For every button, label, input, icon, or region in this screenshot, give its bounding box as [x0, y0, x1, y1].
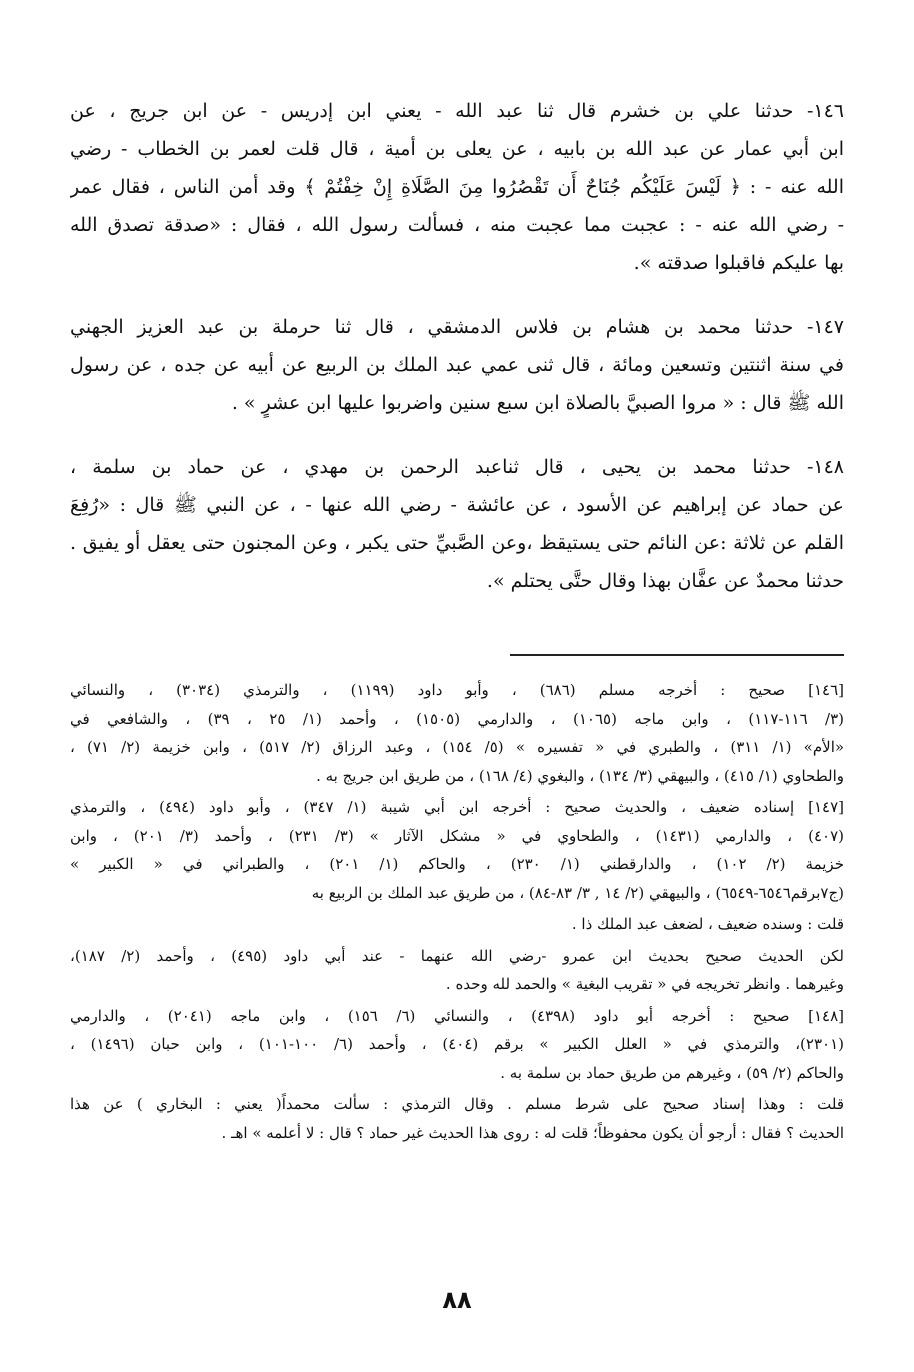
hadith-line: ابن أبي عمار عن عبد الله بن بابيه ، عن يعلى بن أمية ، قال قلت لعمر بن الخطاب - رضي — [70, 138, 844, 160]
footnote-146 — [70, 676, 844, 790]
footnote-line: (٤٠٧) ، والدارمي (١٤٣١) ، والطحاوي في « مشكل الآثار » (٣/ ٢٣١) ، وأحمد (٣/ ٢٠١) ، وابن — [70, 826, 844, 845]
footnote-line: [١٤٨] صحيح : أخرجه أبو داود (٤٣٩٨) ، والنسائي (٦/ ١٥٦) ، وابن ماجه (٢٠٤١) ، والدارمي — [70, 1006, 844, 1025]
hadith-line: عن حماد عن إبراهيم عن الأسود ، عن عائشة - رضي الله عنها - ، عن النبي ﷺ قال : «رُفِعَ — [70, 494, 844, 516]
footnote-line: والحاكم (٢/ ٥٩) ، وغيرهم من طريق حماد بن سلمة به . — [500, 1063, 844, 1082]
footnote-147 — [70, 793, 844, 907]
footnote-148-comment — [70, 1090, 844, 1147]
footnote-line: وغيرهما . وانظر تخريجه في « تقريب البغية » والحمد لله وحده . — [445, 975, 844, 993]
hadith-line: حدثنا محمدٌ عن عفَّان بهذا وقال حتَّى يحتلم ». — [486, 570, 844, 592]
footnotes — [70, 676, 844, 1150]
footnote-148 — [70, 1002, 844, 1088]
footnote-147-supporting — [70, 942, 844, 999]
footnote-line: (٣/ ١١٦-١١٧) ، وابن ماجه (١٠٦٥) ، والدارمي (١٥٠٥) ، وأحمد (١/ ٢٥ ، ٣٩) ، والشافعي في — [70, 709, 844, 728]
footnote-line: خزيمة (٢/ ١٠٢) ، والدارقطني (١/ ٢٣٠) ، والحاكم (١/ ٢٠١) ، والطبراني في « الكبير » — [70, 855, 844, 873]
hadith-line: في سنة اثنتين وتسعين ومائة ، قال ثنى عمي عبد الملك بن الربيع عن أبيه عن جده ، عن رسول — [70, 354, 844, 376]
footnote-divider — [510, 654, 844, 656]
footnote-line: والطحاوي (١/ ٤١٥) ، والبيهقي (٣/ ١٣٤) ، والبغوي (٤/ ١٦٨) ، من طريق ابن جريج به . — [316, 766, 844, 785]
hadith-line: بها عليكم فاقبلوا صدقته ». — [633, 252, 844, 274]
hadith-147 — [70, 308, 844, 422]
hadith-146 — [70, 92, 844, 282]
footnote-line: قلت : وسنده ضعيف ، لضعف عبد الملك ذا . — [571, 915, 844, 933]
hadith-line: ١٤٧- حدثنا محمد بن هشام بن فلاس الدمشقي ، قال ثنا حرملة بن عبد العزيز الجهني — [70, 316, 844, 338]
footnote-line: (ج٧برقم٦٥٤٦-٦٥٤٩) ، والبيهقي (٢/ ١٤ , ٣/ ٨٣-٨٤) ، من طريق عبد الملك بن الربيع به — [311, 883, 844, 902]
hadith-line: الله عنه - : ﴿ لَيْسَ عَلَيْكُم جُنَاحٌ أَن تَقْصُرُوا مِنَ الصَّلَاةِ إِنْ خِفْتُمْ ﴾ وقد أمن الناس ، فقال عمر — [70, 176, 844, 198]
footnote-line: قلت : وهذا إسناد صحيح على شرط مسلم . وقال الترمذي : سألت محمداً( يعني : البخاري ) عن هذا — [70, 1095, 844, 1113]
hadith-line: ١٤٨- حدثنا محمد بن يحيى ، قال ثناعبد الرحمن بن مهدي ، عن حماد بن سلمة ، — [70, 456, 844, 478]
page-number: ٨٨ — [442, 1286, 472, 1314]
footnote-line: [١٤٦] صحيح : أخرجه مسلم (٦٨٦) ، وأبو داود (١١٩٩) ، والترمذي (٣٠٣٤) ، والنسائي — [70, 681, 844, 699]
main-text — [70, 92, 844, 626]
footnote-line: الحديث ؟ فقال : أرجو أن يكون محفوظاً؛ قلت له : روى هذا الحديث غير حماد ؟ قال : لا أعلمه » اهـ . — [221, 1123, 844, 1142]
footnote-line: «الأم» (١/ ٣١١) ، والطبري في « تفسيره » (٥/ ١٥٤) ، وعبد الرزاق (٢/ ٥١٧) ، وابن خزيمة (٢/ ٧١) ، — [70, 738, 844, 756]
footnote-line: [١٤٧] إسناده ضعيف ، والحديث صحيح : أخرجه ابن أبي شيبة (١/ ٣٤٧) ، وأبو داود (٤٩٤) ، والترمذي — [70, 798, 844, 816]
footnote-line: (٢٣٠١)، والترمذي في « العلل الكبير » برقم (٤٠٤) ، وأحمد (٦/ ١٠٠-١٠١) ، وابن حبان (١٤٩٦) ، — [70, 1035, 844, 1053]
hadith-line: الله ﷺ قال : « مروا الصبيَّ بالصلاة ابن سبع سنين واضربوا عليها ابن عشرٍ » . — [231, 392, 844, 414]
hadith-line: ١٤٦- حدثنا علي بن خشرم قال ثنا عبد الله - يعني ابن إدريس - عن ابن جريج ، عن — [70, 100, 844, 122]
hadith-148 — [70, 448, 844, 600]
footnote-147-comment — [70, 910, 844, 939]
hadith-line: - رضي الله عنه - : عجبت مما عجبت منه ، فسألت رسول الله ، فقال : «صدقة تصدق الله — [70, 214, 844, 236]
footnote-line: لكن الحديث صحيح بحديث ابن عمرو -رضي الله عنهما - عند أبي داود (٤٩٥) ، وأحمد (٢/ ١٨٧)، — [70, 946, 844, 965]
hadith-line: القلم عن ثلاثة :عن النائم حتى يستيقظ ،وعن الصَّبيِّ حتى يكبر ، وعن المجنون حتى يعقل أو يفيق . — [70, 532, 844, 554]
